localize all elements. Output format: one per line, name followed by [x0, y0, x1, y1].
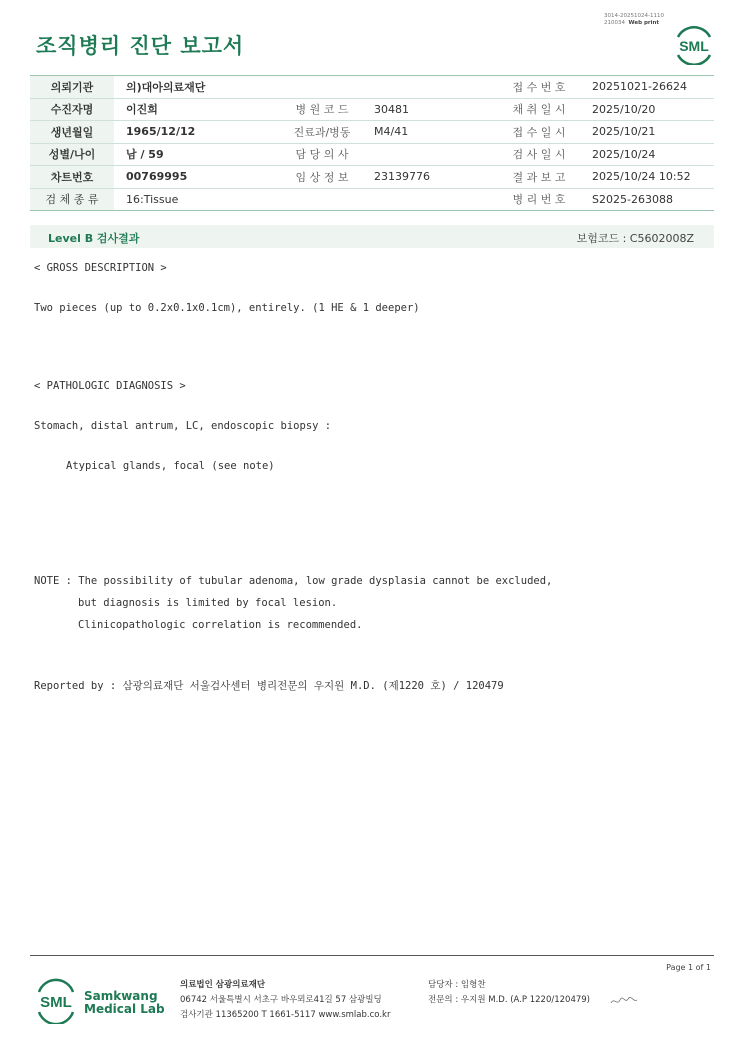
info-value: 1965/12/12 — [114, 121, 282, 144]
info-value — [362, 143, 498, 166]
info-label: 병 원 코 드 — [282, 98, 362, 121]
info-label: 임 상 정 보 — [282, 166, 362, 189]
info-label: 접 수 번 호 — [498, 76, 580, 99]
info-label: 의뢰기관 — [30, 76, 114, 99]
table-row — [30, 188, 714, 211]
info-value: 의)대아의료재단 — [114, 76, 498, 99]
footer-staff-info: 담당자 : 임형찬 전문의 : 우지원 M.D. (A.P 1220/120479) — [428, 980, 590, 1005]
info-value: 16:Tissue — [114, 188, 498, 211]
svg-text:SML: SML — [40, 994, 72, 1011]
svg-text:SML: SML — [679, 38, 709, 54]
info-label: 차트번호 — [30, 166, 114, 189]
patient-info-table — [30, 75, 714, 211]
info-value: 2025/10/24 10:52 — [580, 166, 714, 189]
note-line: NOTE : The possibility of tubular adenoma, low grade dysplasia cannot be excluded, — [34, 575, 553, 587]
info-value: 23139776 — [362, 166, 498, 189]
info-label: 결 과 보 고 — [498, 166, 580, 189]
sml-footer-logo-icon — [36, 978, 76, 1024]
print-code: 3014-20251024-1110 210034 Web print — [604, 13, 664, 26]
sml-logo-icon — [674, 25, 714, 65]
gross-text: Two pieces (up to 0.2x0.1x0.1cm), entirely. (1 HE & 1 deeper) — [34, 302, 420, 314]
info-value: 20251021-26624 — [580, 76, 714, 99]
note-line: Clinicopathologic correlation is recommended. — [78, 619, 363, 631]
gross-header: < GROSS DESCRIPTION > — [34, 262, 167, 274]
info-label: 담 당 의 사 — [282, 143, 362, 166]
info-value: 남 / 59 — [114, 143, 282, 166]
table-row — [30, 76, 714, 99]
info-label: 진료과/병동 — [282, 121, 362, 144]
info-value: M4/41 — [362, 121, 498, 144]
diagnosis-result: Atypical glands, focal (see note) — [66, 460, 275, 472]
table-row — [30, 121, 714, 144]
footer-org-info: 의료법인 삼광의료재단 06742 서울특별시 서초구 바우뫼로41길 57 삼광빌딩 검사기관 11365200 T 1661-5117 www.smlab.co.kr — [180, 980, 391, 1020]
table-row — [30, 98, 714, 121]
page-number: Page 1 of 1 — [666, 963, 711, 972]
table-row — [30, 166, 714, 189]
info-value: 30481 — [362, 98, 498, 121]
info-value: 00769995 — [114, 166, 282, 189]
info-label: 접 수 일 시 — [498, 121, 580, 144]
info-value: 2025/10/20 — [580, 98, 714, 121]
info-value: S2025-263088 — [580, 188, 714, 211]
info-label: 성별/나이 — [30, 143, 114, 166]
info-label: 채 취 일 시 — [498, 98, 580, 121]
footer-divider — [30, 955, 714, 956]
diagnosis-header: < PATHOLOGIC DIAGNOSIS > — [34, 380, 186, 392]
table-row — [30, 143, 714, 166]
info-label: 검 사 일 시 — [498, 143, 580, 166]
signature-icon — [609, 994, 639, 1008]
info-label: 수진자명 — [30, 98, 114, 121]
info-value: 이진희 — [114, 98, 282, 121]
info-label: 검 체 종 류 — [30, 188, 114, 211]
note-line: but diagnosis is limited by focal lesion. — [78, 597, 338, 609]
insurance-code: 보험코드 : C5602008Z — [576, 232, 694, 245]
brand-name: Samkwang Medical Lab — [84, 989, 165, 1016]
page-title: 조직병리 진단 보고서 — [36, 34, 245, 58]
diagnosis-site: Stomach, distal antrum, LC, endoscopic biopsy : — [34, 420, 332, 432]
info-value: 2025/10/21 — [580, 121, 714, 144]
level-bar — [30, 225, 714, 248]
info-label: 생년월일 — [30, 121, 114, 144]
reported-by: Reported by : 삼광의료재단 서울검사센터 병리전문의 우지원 M.D. (제1220 호) / 120479 — [34, 680, 504, 692]
info-label: 병 리 번 호 — [498, 188, 580, 211]
info-value: 2025/10/24 — [580, 143, 714, 166]
level-label: Level B 검사결과 — [48, 232, 140, 245]
